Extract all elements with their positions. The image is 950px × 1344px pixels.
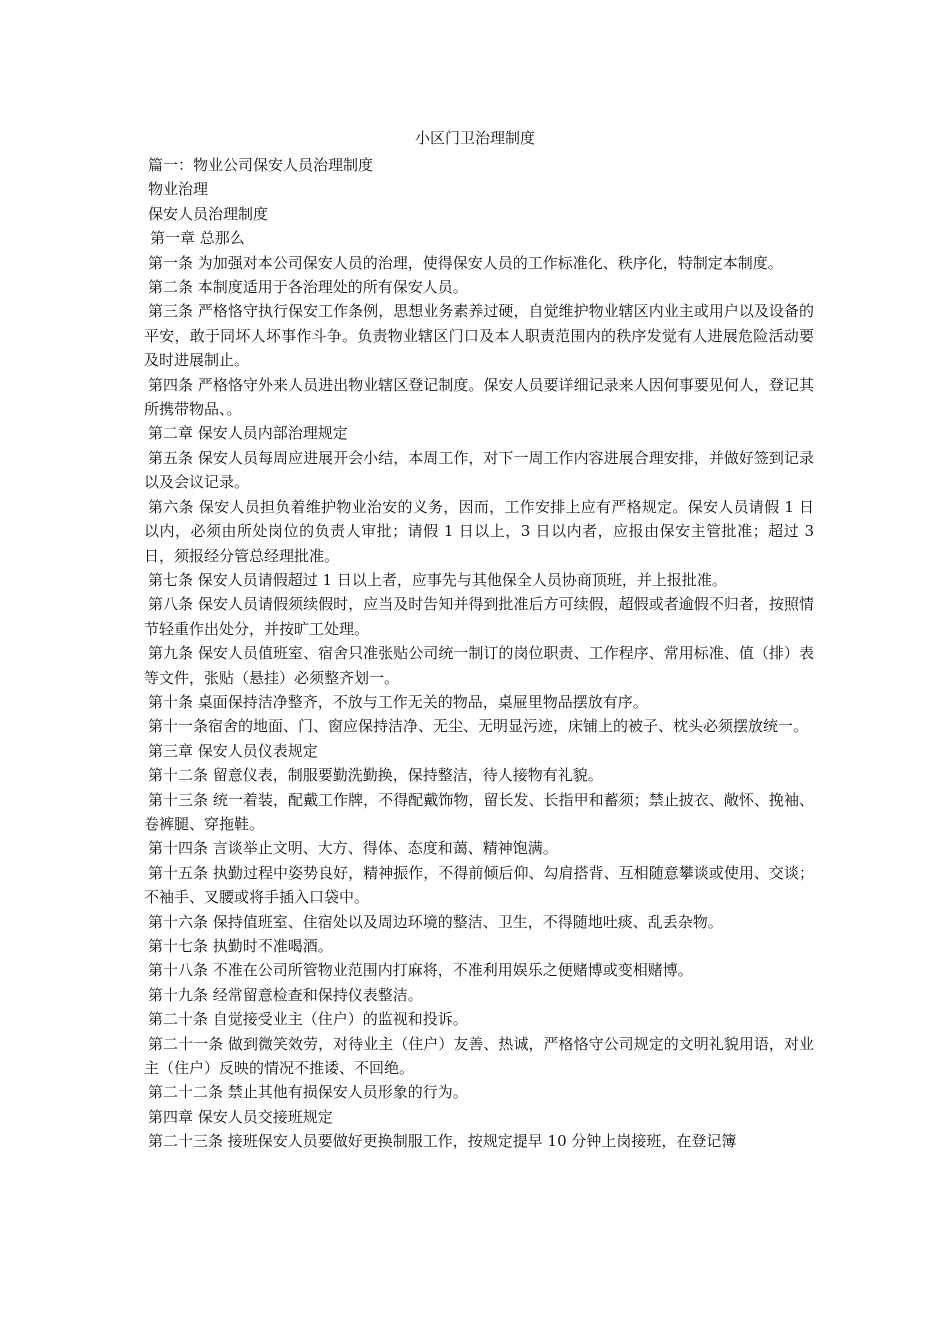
article-paragraph: 第二十一条 做到微笑效劳，对待业主（住户）友善、热诚，严格恪守公司规定的文明礼貌用语，对业主（住户）反映的情况不推诿、不回绝。: [144, 1034, 814, 1078]
article-paragraph: 第二十三条 接班保安人员要做好更换制服工作，按规定提早 10 分钟上岗接班，在登记簿: [148, 1132, 737, 1151]
article-paragraph: 第十八条 不准在公司所管物业范围内打麻将，不准利用娱乐之便赌博或变相赌博。: [148, 961, 693, 980]
article-paragraph: 第十九条 经常留意检查和保持仪表整洁。: [148, 985, 423, 1004]
article-paragraph: 第三条 严格恪守执行保安工作条例，思想业务素养过硬，自觉维护物业辖区内业主或用户以及设备的平安，敢于同坏人坏事作斗争。负责物业辖区门口及本人职责范围内的秩序发觉有人进展危险活动要及时进展制止。: [144, 302, 814, 370]
chapter-heading: 第三章 保安人员仪表规定: [148, 741, 318, 760]
article-paragraph: 第十一条宿舍的地面、门、窗应保持洁净、无尘、无明显污迹，床铺上的被子、枕头必须摆放统一。: [148, 717, 809, 736]
subheading: 保安人员治理制度: [148, 204, 269, 223]
article-paragraph: 第八条 保安人员请假须续假时，应当及时告知并得到批准后方可续假，超假或者逾假不归者，按照情节轻重作出处分，并按旷工处理。: [144, 595, 814, 638]
article-paragraph: 第十二条 留意仪表，制服要勤洗勤换，保持整洁，待人接物有礼貌。: [148, 766, 603, 785]
chapter-heading: 第一章 总那么: [150, 229, 245, 248]
article-paragraph: 第十三条 统一着装，配戴工作牌，不得配戴饰物，留长发、长指甲和蓄须；禁止披衣、敞怀、挽袖、卷裤腿、穿拖鞋。: [144, 790, 814, 833]
article-paragraph: 第七条 保安人员请假超过 1 日以上者，应事先与其他保全人员协商顶班，并上报批准。: [148, 570, 727, 589]
article-paragraph: 第十六条 保持值班室、住宿处以及周边环境的整洁、卫生，不得随地吐痰、乱丢杂物。: [148, 912, 723, 931]
article-paragraph: 第十条 桌面保持洁净整齐，不放与工作无关的物品，桌屉里物品摆放有序。: [148, 692, 648, 711]
article-paragraph: 第十五条 执勤过程中姿势良好，精神振作，不得前倾后仰、勾肩搭背、互相随意攀谈或使用、交谈；不袖手、叉腰或将手插入口袋中。: [144, 863, 814, 907]
chapter-heading: 第四章 保安人员交接班规定: [148, 1107, 333, 1126]
section-heading: 篇一：物业公司保安人员治理制度: [148, 156, 374, 174]
article-paragraph: 第十七条 执勤时不准喝酒。: [148, 937, 333, 955]
article-paragraph: 第五条 保安人员每周应进展开会小结，本周工作，对下一周工作内容进展合理安排，并做好签到记录以及会议记录。: [144, 448, 814, 492]
article-paragraph: 第二条 本制度适用于各治理处的所有保安人员。: [148, 278, 468, 297]
article-paragraph: 第四条 严格恪守外来人员进出物业辖区登记制度。保安人员要详细记录来人因何事要见何人，登记其所携带物品、。: [144, 375, 814, 419]
article-paragraph: 第二十二条 禁止其他有损保安人员形象的行为。: [148, 1083, 468, 1102]
article-paragraph: 第九条 保安人员值班室、宿舍只准张贴公司统一制订的岗位职责、工作程序、常用标准、值（排）表等文件，张贴（悬挂）必须整齐划一。: [144, 644, 814, 687]
document-body: [144, 153, 814, 1154]
article-paragraph: 第十四条 言谈举止文明、大方、得体、态度和蔼、精神饱满。: [148, 839, 558, 858]
subheading: 物业治理: [148, 180, 209, 199]
chapter-heading: 第二章 保安人员内部治理规定: [148, 424, 348, 443]
article-paragraph: 第一条 为加强对本公司保安人员的治理，使得保安人员的工作标准化、秩序化，特制定本制度。: [148, 253, 783, 272]
article-paragraph: 第二十条 自觉接受业主（住户）的监视和投诉。: [148, 1010, 468, 1029]
article-paragraph: 第六条 保安人员担负着维护物业治安的义务，因而，工作安排上应有严格规定。保安人员请假 1 日以内，必须由所处岗位的负责人审批；请假 1 日以上，3 日以内者，应报由保安主管批准；超过 3 日，须报经分管总经理批准。: [144, 497, 814, 565]
document-title: 小区门卫治理制度: [414, 129, 535, 147]
